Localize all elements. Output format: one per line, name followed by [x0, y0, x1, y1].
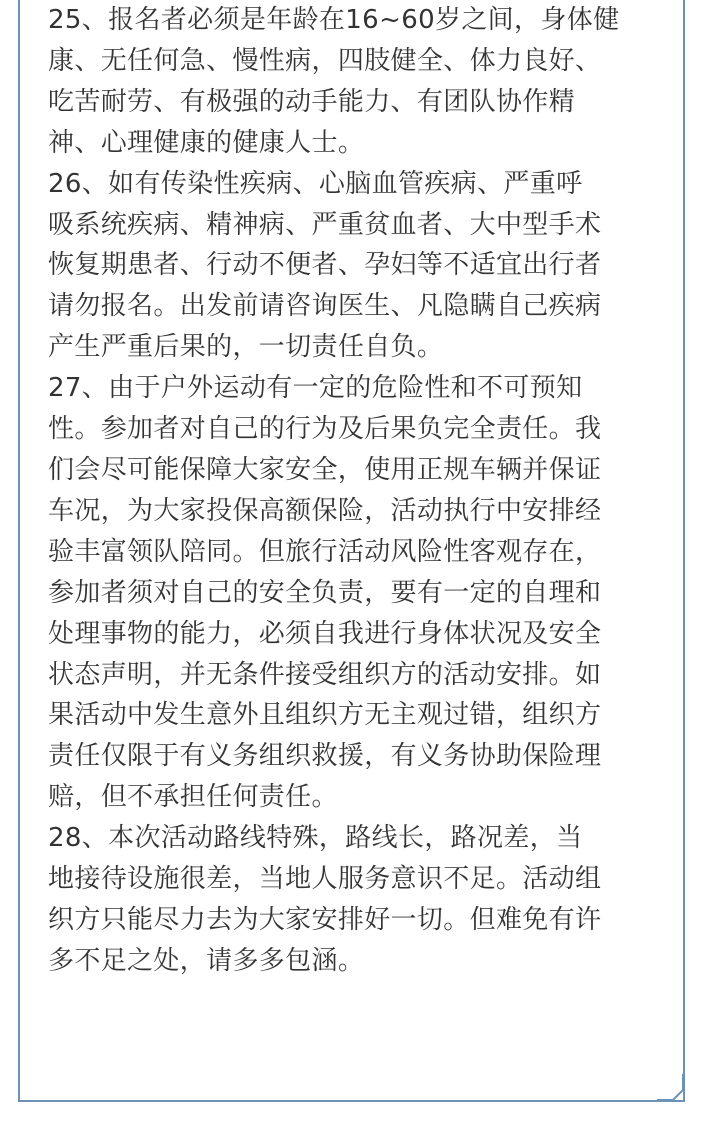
clause-line: 性。参加者对自己的行为及后果负完全责任。我: [48, 414, 602, 445]
clause-line: 27、由于户外运动有一定的危险性和不可预知: [48, 373, 583, 404]
clause-line: 康、无任何急、慢性病，四肢健全、体力良好、: [48, 45, 602, 76]
clause-26: [48, 164, 664, 369]
clause-line: 26、如有传染性疾病、心脑血管疾病、严重呼: [48, 168, 583, 199]
clause-line: 吸系统疾病、精神病、严重贫血者、大中型手术: [48, 209, 602, 240]
clause-line: 恢复期患者、行动不便者、孕妇等不适宜出行者: [48, 250, 602, 281]
clause-line: 状态声明，并无条件接受组织方的活动安排。如: [48, 659, 602, 690]
clause-line: 25、报名者必须是年龄在16~60岁之间，身体健: [48, 5, 620, 35]
clause-line: 多不足之处，请多多包涵。: [48, 945, 365, 976]
clause-line: 28、本次活动路线特殊，路线长，路况差，当: [48, 823, 583, 854]
clause-line: 验丰富领队陪同。但旅行活动风险性客观存在，: [48, 536, 602, 567]
clause-line: 吃苦耐劳、有极强的动手能力、有团队协作精: [48, 86, 576, 117]
clause-line: 们会尽可能保障大家安全，使用正规车辆并保证: [48, 454, 602, 485]
clause-line: 地接待设施很差，当地人服务意识不足。活动组: [48, 864, 602, 895]
clause-25: [48, 0, 664, 164]
clause-line: 赔，但不承担任何责任。: [48, 782, 338, 813]
clause-27: [48, 368, 664, 818]
clause-line: 处理事物的能力，必须自我进行身体状况及安全: [48, 618, 602, 649]
corner-accent-icon: [657, 1074, 685, 1102]
terms-content: [48, 0, 664, 982]
clause-line: 织方只能尽力去为大家安排好一切。但难免有许: [48, 904, 602, 935]
clause-line: 神、心理健康的健康人士。: [48, 127, 365, 158]
clause-line: 责任仅限于有义务组织救援，有义务协助保险理: [48, 741, 602, 772]
clause-28: [48, 818, 664, 982]
clause-line: 车况，为大家投保高额保险，活动执行中安排经: [48, 495, 602, 526]
clause-line: 请勿报名。出发前请咨询医生、凡隐瞒自己疾病: [48, 291, 602, 322]
clause-line: 参加者须对自己的安全负责，要有一定的自理和: [48, 577, 602, 608]
clause-line: 果活动中发生意外且组织方无主观过错，组织方: [48, 700, 602, 731]
clause-line: 产生严重后果的，一切责任自负。: [48, 332, 444, 363]
document-frame: [18, 0, 685, 1102]
